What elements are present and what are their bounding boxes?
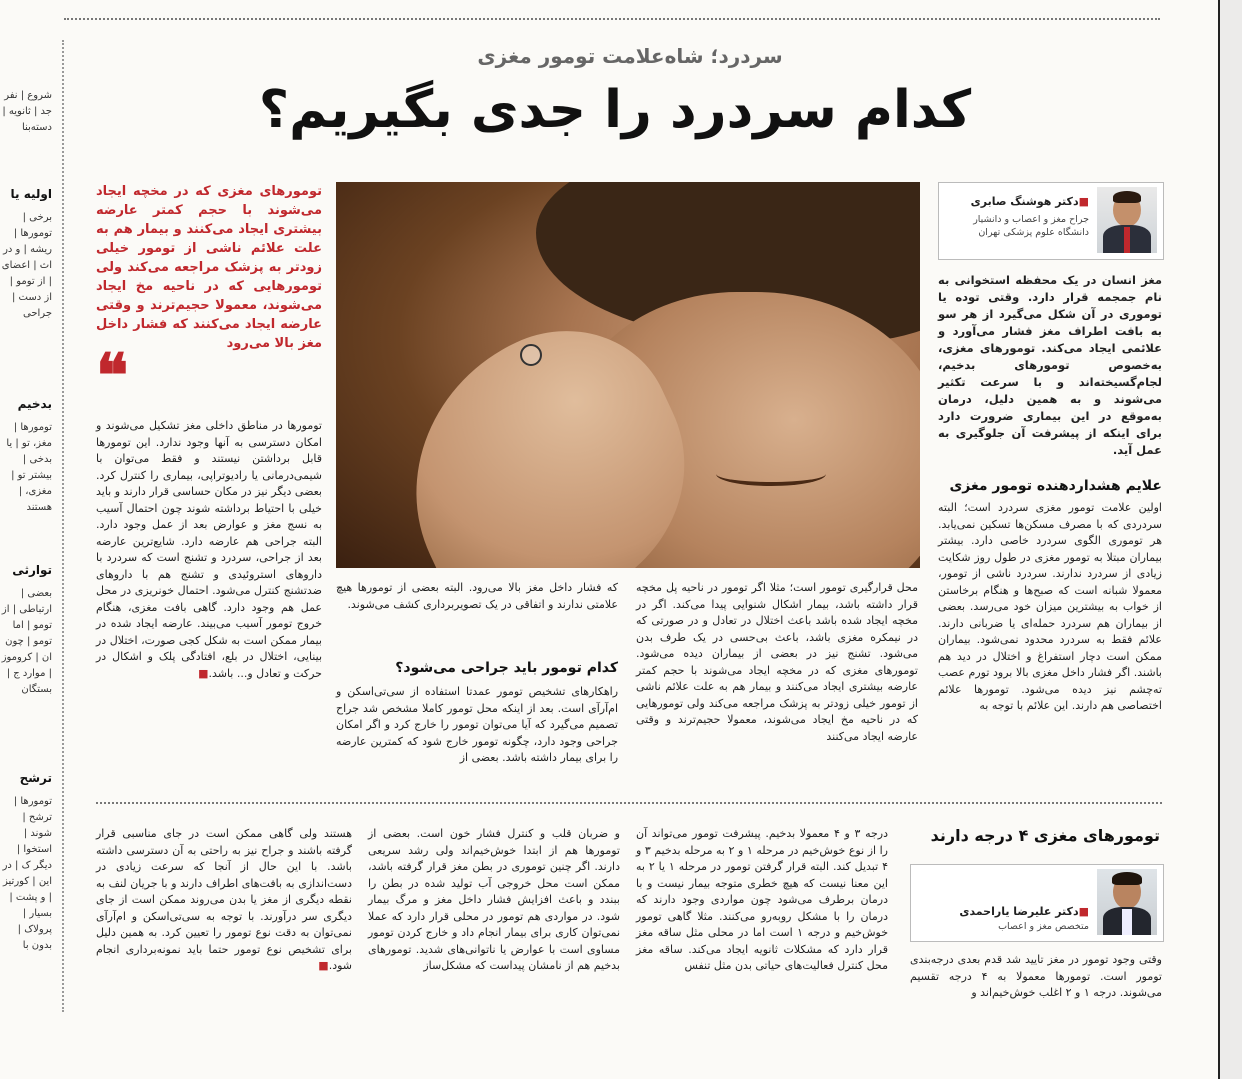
end-mark-icon: ■: [198, 666, 209, 680]
author2-card: [910, 864, 1164, 942]
column-middle-left-bottom: راهکارهای تشخیص تومور عمدتا استفاده از سی‌تی‌اسکن و ام‌آرآی است. بعد از اینکه محل تومور کاملا مشخص شد جراح تصمیم می‌گیرد که آیا می‌توان تومور را خارج کرد و اگر امکان جراحی وجود دارد، چگونه تومور خارج شود که کمترین عارضه را برای بیمار داشته باشد. بعضی از: [336, 685, 618, 764]
end-mark-icon: ■: [318, 959, 329, 972]
top-rule: [64, 18, 1160, 20]
author2-name: ■دکتر علیرضا یاراحمدی: [959, 905, 1089, 918]
column-left: تومورها در مناطق داخلی مغز تشکیل می‌شوند و امکان دسترسی به آنها وجود ندارد. این تومورها قابل برداشتن نیستند و فقط می‌توان با شیمی‌درمانی یا رادیوتراپی، بیماری را کنترل کرد. بعضی دیگر نیز در مکان حساسی قرار دارند و باید خیلی با احتیاط برداشته شوند چون احتمال آسیب به نسج مغز و عوارض بعد از عمل وجود دارد. البته جراحی هم عارضه دارد. شایع‌ترین عارضه بعد از جراحی، سردرد و تشنج است که سردرد با داروهای استروئیدی و تشنج هم با داروهای ضدتشنج کنترل می‌شود. احتمال خونریزی در محل عمل هم وجود دارد. گاهی بافت مغزی، هنگام خروج تومور آسیب می‌بیند. عارضه ایجاد شده در بیمار ممکن است به شکل کجی صورت، اختلال در بینایی، اختلال در بلع، افتادگی پلک و اشکال در حرکت و تعادل و... باشد.■: [96, 419, 322, 680]
mouse-cursor-icon: [520, 344, 542, 366]
column-middle-left-top: که فشار داخل مغز بالا می‌رود. البته بعضی از تومورها هیچ علامتی ندارند و اتفاقی در یک تصویربرداری کشف می‌شوند.: [336, 581, 618, 611]
section2-column-3: و ضربان قلب و کنترل فشار خون است. بعضی از تومورها هم از ابتدا خوش‌خیم‌اند ولی رشد سریعی دارند. اگر چنین توموری در بطن مغز قرار گرفته باشد، ممکن است محل خروجی آب تولید شده در بطن را ببندد و باعث افزایش فشار داخل مغز و مرگ بیمار شود. در مواردی هم تومور در محلی قرار دارد که عملا نمی‌توان کاری برای بیمار انجام داد و خارج کردن تومور مساوی است با عوارض یا ناتوانی‌های شدید. تومورهای بدخیم هم از نامشان پیداست که مشکل‌ساز: [368, 827, 620, 972]
left-frag-4: بعضی | ارتباطی | از تومو | اما تومو | چون ان | کروموز | موارد ج | بستگان: [1, 588, 52, 695]
photo-eye: [716, 462, 826, 486]
quote-mark-icon: ❝: [96, 341, 129, 411]
section2-column-4: هستند ولی گاهی ممکن است در جای مناسبی قرار گرفته باشند و جراح نیز به راحتی به آن دسترسی داشته باشد. با این حال از آنجا که سرعت زیادی در دست‌اندازی به بافت‌های اطراف دارند و با جریان لنف به نقطه دیگری از مغز یا بدن می‌روند ممکن است از جای دیگری سر درآورند. با توجه به سی‌تی‌اسکن و ام‌آرآی نمی‌توان به دقت نوع تومور را تعیین کرد. به همین دلیل برای تشخیص نوع تومور حتما باید نمونه‌برداری انجام شود.■: [96, 827, 352, 972]
left-frag-3: تومورها | مغز، تو | یا بدخی | بیشتر تو | مغزی، | هستند: [6, 422, 52, 513]
left-frag-1: شروع | نفر جد | ثانویه | دسته‌بنا: [2, 90, 52, 133]
subhead-surgery: کدام تومور باید جراحی می‌شود؟: [395, 660, 618, 676]
left-frag-5: تومورها | ترشح | شوند | استخوا | دیگر ک | در این | کورتیز | و پشت | بسیار | پرولاک | بدون با: [2, 796, 52, 951]
page-edge: [1218, 0, 1242, 1079]
left-head-1: اولیه یا: [10, 187, 52, 201]
warning-signs-text: اولین علامت تومور مغزی سردرد است؛ البته سردردی که با مصرف مسکن‌ها تسکین نمی‌یابد. هر توموری الگوی سردرد خاصی دارد. بیشتر بیماران مبتلا به تومور مغزی در طول روز شکایت زیادی از سردرد ندارند. سردرد ناشی از تومور، معمولا شبانه است که صبح‌ها و هنگام برخاستن از خواب به بیشترین میزان خود می‌رسد. بعضی از بیماران هم سردرد حمله‌ای یا ضربانی دارند. علائم فقط به سردرد محدود نمی‌شود. بیماران ممکن است دچار استفراغ و اختلال در دید هم باشند. اگر فشار داخل مغزی بالا برود تورم عصب ته‌چشم نیز دیده می‌شود. تومورها علائم اختصاصی هم دارند. این علائم با توجه به: [938, 501, 1162, 712]
author-role: جراح مغز و اعصاب و دانشیار دانشگاه علوم پزشکی تهران: [973, 214, 1089, 238]
kicker: سردرد؛ شاه‌علامت تومور مغزی: [477, 44, 783, 68]
headache-photo: [336, 182, 920, 568]
headline: کدام سردرد را جدی بگیریم؟: [258, 80, 972, 140]
left-frag-2: برخی | تومورها | ریشه | و در اث | اعضای | از تومو | از دست | جراحی: [1, 212, 52, 319]
left-head-4: ترشح: [19, 771, 52, 785]
pull-quote: تومورهای مغزی که در مخچه ایجاد می‌شوند با حجم کمتر عارضه بیشتری ایجاد می‌کنند و بیمار هم به علت علائم ناشی از تومور خیلی زودتر به پزشک مراجعه می‌کند ولی تومورهایی که در ناحیه مخ ایجاد می‌شوند، معمولا حجیم‌ترند و وقتی عارضه ایجاد می‌کنند که فشار داخل مغز بالا می‌رود: [96, 184, 322, 351]
section2-column-1: وقتی وجود تومور در مغز تایید شد قدم بعدی درجه‌بندی تومور است. تومورها معمولا به ۴ درجه تقسیم می‌شوند. درجه ۱ و ۲ اغلب خوش‌خیم‌اند و: [910, 953, 1162, 999]
author2-role: متخصص مغز و اعصاب: [998, 921, 1089, 932]
column-middle-right: محل قرارگیری تومور است؛ مثلا اگر تومور در ناحیه پل مخچه قرار داشته باشد، بیمار اشکال شنوایی پیدا می‌کند. اگر در مخچه ایجاد شده باشد باعث اختلال در تعادل و در صورتی که در نیمکره مغزی باشد، باعث بی‌حسی در یک طرف بدن می‌شود. تشنج نیز در بعضی از بیماران دیده می‌شود. تومورهای مغزی که در مخچه ایجاد می‌شوند با حجم کمتر عارضه بیشتری ایجاد می‌کنند و بیمار هم به علت علائم ناشی از تومور خیلی زودتر به پزشک مراجعه می‌کند ولی تومورهایی که در ناحیه مخ ایجاد می‌شوند، معمولا حجیم‌ترند و وقتی عارضه ایجاد می‌کنند: [636, 581, 918, 743]
author2-avatar: [1097, 869, 1157, 935]
author-name: ■دکتر هوشنگ صابری: [970, 195, 1089, 208]
section2-column-2: درجه ۳ و ۴ معمولا بدخیم. پیشرفت تومور می‌تواند آن را از نوع خوش‌خیم در مرحله ۱ و ۲ به مرحله بدخیم ۳ و ۴ تبدیل کند. البته قرار گرفتن تومور در مرحله ۱ یا ۲ به این معنا نیست که هیچ خطری متوجه بیمار نیست و با درمان برطرف می‌شود چون مواردی وجود دارند که درمان را با مشکل روبه‌رو می‌کنند. مثلا گاهی تومور خوش‌خیم و درجه ۱ است اما در محلی مثل ساقه مغز قرار دارد که مشکلات ثانویه ایجاد می‌کند. ساقه مغز محل کنترل فعالیت‌های حیاتی بدن مثل تنفس: [636, 827, 888, 972]
author-avatar: [1097, 187, 1157, 253]
section-divider: [96, 802, 1162, 804]
author-card: [938, 182, 1164, 260]
intro-paragraph: مغز انسان در یک محفظه استخوانی به نام جمجمه قرار دارد. وقتی توده یا توموری در آن شکل می‌گیرد از هر سو به بافت اطراف مغز فشار می‌آورد و علائمی ایجاد می‌کند. تومورهای مغزی، به‌خصوص تومورهای بدخیم، لجام‌گسیخته‌اند و با سرعت تکثیر می‌شوند و به همین دلیل، درمان به‌موقع در این بیماری ضرورت دارد برای اینکه از پیشرفت آن جلوگیری به عمل آید.: [938, 273, 1162, 457]
left-head-3: توارثی: [12, 563, 52, 577]
section2-title: تومورهای مغزی ۴ درجه دارند: [930, 826, 1160, 845]
subhead-warning-signs: علایم هشداردهنده تومور مغزی: [949, 478, 1162, 494]
left-head-2: بدخیم: [17, 397, 52, 411]
column-divider: [62, 40, 64, 1012]
